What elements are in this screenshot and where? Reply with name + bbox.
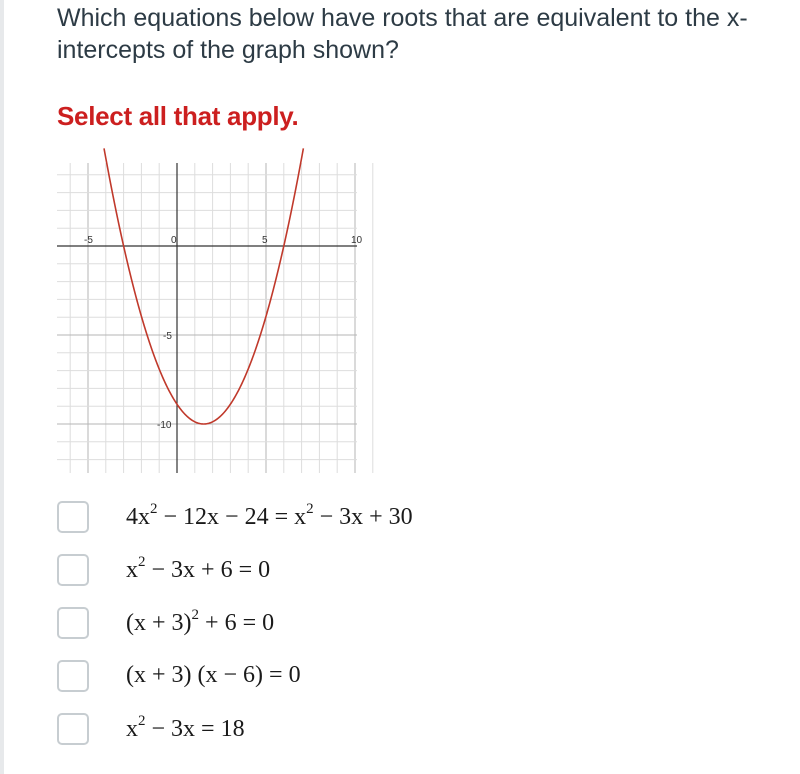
option-1[interactable] xyxy=(57,490,413,543)
option-5-checkbox[interactable] xyxy=(57,713,89,745)
y-tick-label: -5 xyxy=(163,331,172,342)
option-4-equation[interactable]: (x + 3) (x − 6) = 0 xyxy=(126,662,301,688)
option-2[interactable] xyxy=(57,543,413,596)
x-tick-label: -5 xyxy=(84,235,93,246)
option-2-equation[interactable]: $x^2 - 3x + 6 = 0$ xyxy=(126,553,271,583)
graph-grid xyxy=(57,163,373,473)
option-4[interactable] xyxy=(57,649,413,702)
option-3-checkbox[interactable] xyxy=(57,607,89,639)
left-border xyxy=(0,0,4,774)
graph-tick-labels xyxy=(84,235,363,431)
graph-axes xyxy=(57,163,357,473)
option-3-equation[interactable]: $(x + 3)^2 + 6 = 0$ xyxy=(126,606,275,636)
parabola-graph xyxy=(57,163,363,478)
select-all-instruction: Select all that apply. xyxy=(57,101,299,131)
question-text: Which equations below have roots that are equivalent to the x-intercepts of the graph shown? xyxy=(57,4,748,64)
y-tick-label: -10 xyxy=(157,420,172,431)
parabola-curve xyxy=(104,148,303,424)
option-2-checkbox[interactable] xyxy=(57,554,89,586)
x-tick-label: 0 xyxy=(171,235,177,246)
option-4-checkbox[interactable] xyxy=(57,660,89,692)
x-tick-label: 5 xyxy=(262,235,268,246)
option-3[interactable] xyxy=(57,596,413,649)
option-1-checkbox[interactable] xyxy=(57,501,89,533)
x-tick-label: 10 xyxy=(351,235,363,246)
option-5[interactable] xyxy=(57,702,413,755)
option-5-equation[interactable]: $x^2 - 3x = 18$ xyxy=(126,712,245,742)
option-1-equation[interactable]: $4x^2 - 12x - 24 = x^2 - 3x + 30$ xyxy=(126,500,413,530)
answer-options xyxy=(57,490,413,755)
